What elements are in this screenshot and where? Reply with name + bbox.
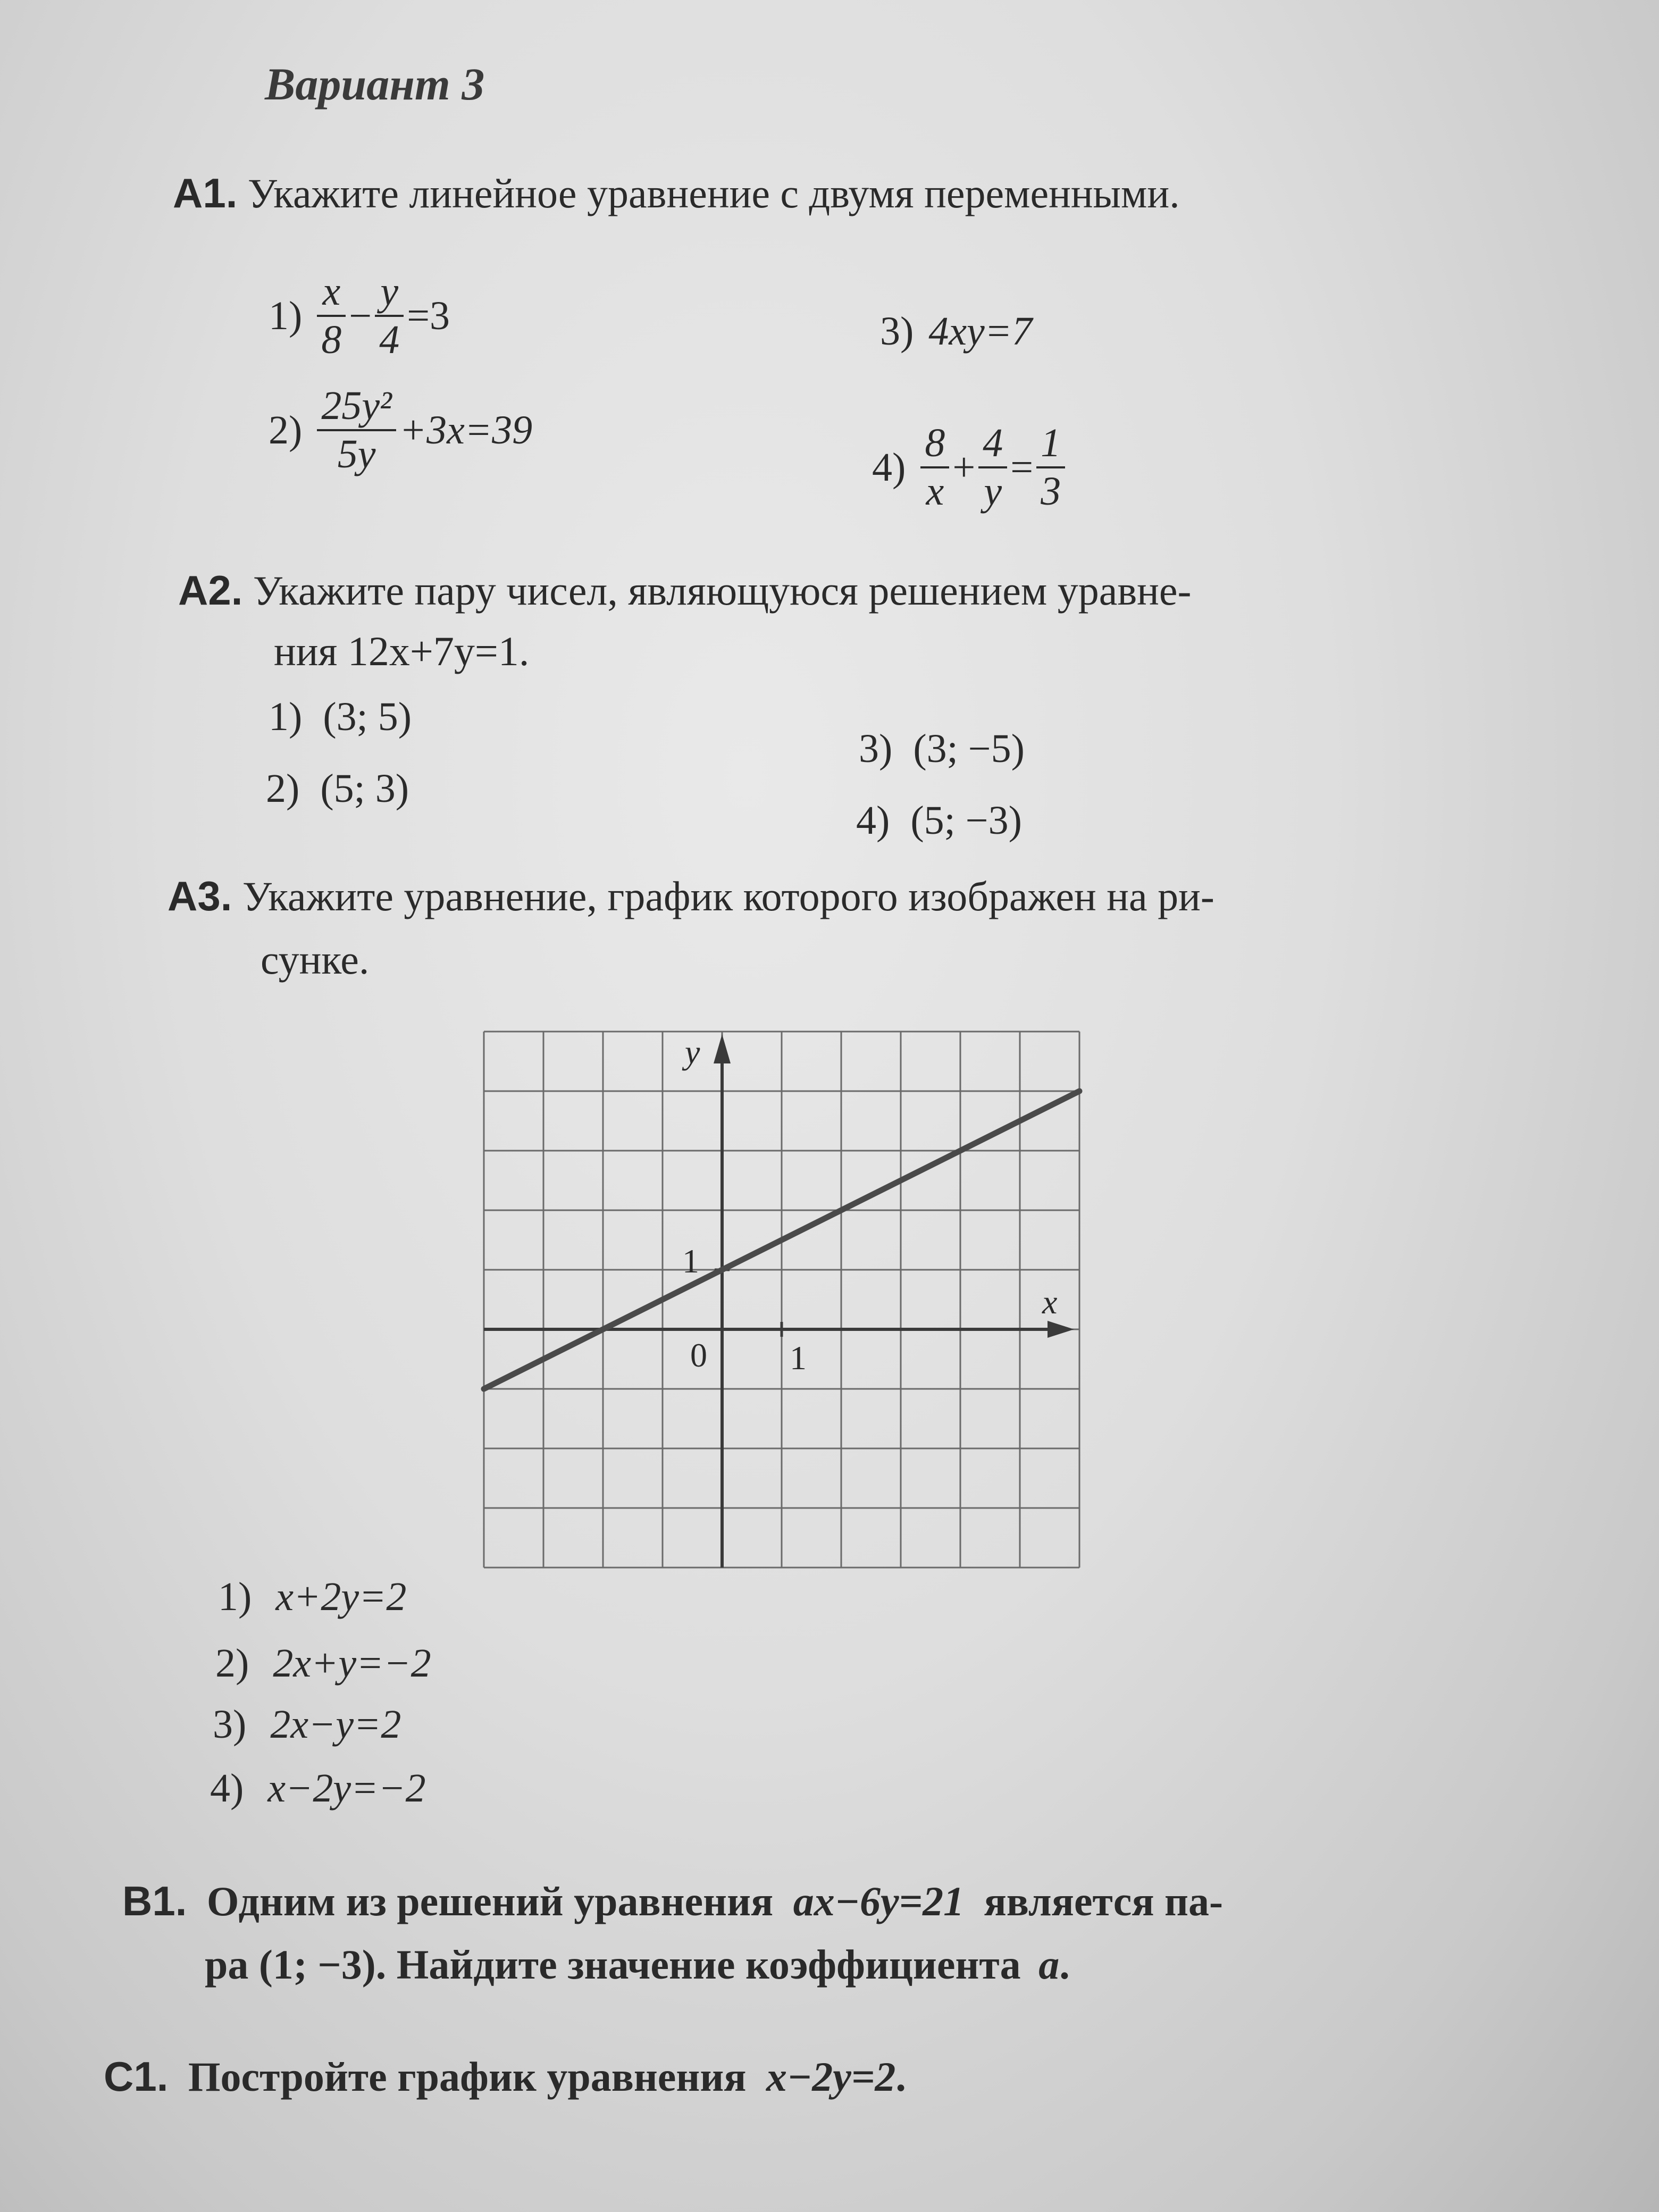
expression-rest: +3x=39: [399, 407, 533, 453]
operator: =: [1010, 445, 1034, 490]
question-a2-number: А2.: [178, 567, 243, 614]
question-b1-number: В1.: [122, 1878, 187, 1924]
question-a2: [178, 566, 1192, 615]
axes: [484, 1034, 1074, 1568]
x-axis-label: x: [1042, 1283, 1058, 1321]
question-a2-text-line2: ния 12x+7y=1.: [274, 628, 530, 674]
question-a1-number: А1.: [173, 170, 238, 216]
fraction: $\frac{\text{25y²}}{5y}$: [317, 383, 396, 478]
expression: 4xy=7: [928, 309, 1033, 354]
x-tick-label: 1: [790, 1339, 807, 1377]
option-label: 2): [269, 407, 303, 453]
operator: +: [952, 445, 976, 490]
question-c1-number: С1.: [104, 2053, 169, 2100]
question-b1-line1: В1. Одним из решений уравнения ax−6y=21 является па-: [122, 1878, 1223, 1924]
coordinate-graph: [463, 1010, 1101, 1595]
variant-title: Вариант 3: [265, 58, 485, 110]
a1-option-2: [269, 383, 532, 478]
option-label: 3): [880, 309, 914, 354]
a2-option-4: 4) (5; −3): [856, 798, 1022, 843]
question-a1-text: Укажите линейное уравнение с двумя переменными.: [247, 170, 1180, 216]
question-a3: [167, 872, 1214, 920]
a1-option-1: [269, 269, 450, 364]
operator: −: [349, 293, 372, 338]
a2-option-1: 1) (3; 5): [269, 694, 412, 739]
question-a2-text-line1: Укажите пару чисел, являющуюся решением уравне-: [253, 567, 1192, 614]
a2-option-3: 3) (3; −5): [859, 726, 1025, 771]
expression-rest: =3: [407, 293, 450, 338]
y-axis-label: y: [685, 1033, 700, 1071]
a3-option-3: 3) 2x−y=2: [213, 1702, 401, 1747]
a3-option-2: 2) 2x+y=−2: [215, 1641, 431, 1686]
fraction: $\frac{8}{x}$: [920, 420, 949, 515]
a1-option-4: [872, 420, 1068, 515]
a3-option-4: 4) x−2y=−2: [210, 1766, 426, 1811]
grid: [484, 1032, 1079, 1568]
origin-label: 0: [690, 1336, 707, 1374]
question-a3-text-line1: Укажите уравнение, график которого изображен на ри-: [242, 873, 1214, 919]
fraction: $\frac{x}{8}$: [317, 269, 346, 364]
fraction: $\frac{y}{4}$: [375, 269, 404, 364]
option-label: 1): [269, 293, 303, 338]
fraction: $\frac{4}{y}$: [978, 420, 1007, 515]
question-a1: [173, 169, 1180, 217]
a1-option-3: [880, 308, 1032, 355]
a3-option-1: 1) x+2y=2: [218, 1574, 407, 1619]
y-axis-arrow: [714, 1034, 731, 1063]
y-tick-label: 1: [682, 1242, 699, 1280]
question-c1: С1. Постройте график уравнения x−2y=2.: [104, 2053, 906, 2100]
a2-option-2: 2) (5; 3): [266, 766, 409, 811]
question-a3-text-line2: сунке.: [261, 936, 370, 983]
fraction: $\frac{1}{3}$: [1036, 420, 1065, 515]
question-a3-number: А3.: [167, 873, 232, 919]
question-b1-line2: ра (1; −3). Найдите значение коэффициента a.: [205, 1941, 1070, 1988]
option-label: 4): [872, 445, 906, 490]
x-axis-arrow: [1048, 1321, 1074, 1338]
